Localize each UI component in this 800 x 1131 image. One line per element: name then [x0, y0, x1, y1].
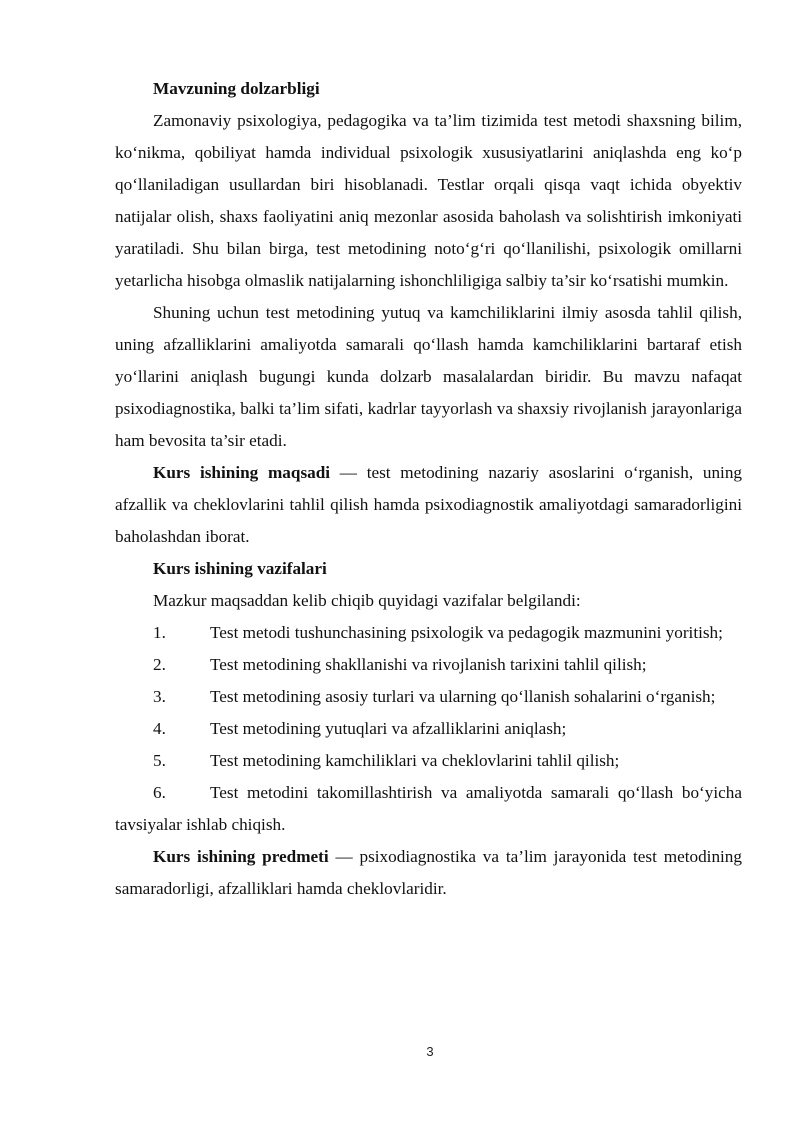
- list-item-text: Test metodining kamchiliklari va cheklovlarini tahlil qilish;: [210, 751, 620, 770]
- list-item-number: 6.: [153, 783, 166, 802]
- list-item-text: Test metodini takomillashtirish va amaliyotda samarali qo‘llash bo‘yicha tavsiyalar ishlab chiqish.: [115, 783, 742, 834]
- tasks-intro: Mazkur maqsaddan kelib chiqib quyidagi vazifalar belgilandi:: [153, 591, 581, 610]
- list-item-number: 5.: [153, 751, 166, 770]
- list-item-text: Test metodi tushunchasining psixologik va pedagogik mazmunini yoritish;: [210, 623, 723, 642]
- goal-text: — test metodining nazariy asoslarini o‘rganish, uning afzallik va cheklovlarini tahlil qilish hamda psixodiagnostik amaliyotdagi samaradorligini baholashdan iborat.: [115, 463, 743, 546]
- goal-label: Kurs ishining maqsadi: [153, 463, 331, 482]
- paragraph-relevance-2: Shuning uchun test metodining yutuq va kamchiliklarini ilmiy asosda tahlil qilish, uning afzalliklarini amaliyotda samarali qo‘llash hamda kamchiliklarini bartaraf etish yo‘llarini aniqlash bugungi kunda dolzarb masalalardan biridir. Bu mavzu nafaqat psixodiagnostika, balki ta’lim sifati, kadrlar tayyorlash va shaxsiy rivojlanish jarayonlariga ham bevosita ta’sir etadi.: [115, 303, 742, 450]
- subject-text: — psixodiagnostika va ta’lim jarayonida test metodining samaradorligi, afzalliklari hamda cheklovlaridir.: [115, 847, 742, 898]
- list-item-number: 2.: [153, 655, 166, 674]
- goal-paragraph: [115, 457, 742, 553]
- subject-paragraph: [115, 841, 742, 905]
- tasks-title: Kurs ishining vazifalari: [153, 559, 327, 578]
- tasks-list: [115, 617, 742, 841]
- list-item: [115, 649, 742, 681]
- list-item-number: 4.: [153, 719, 166, 738]
- list-item-text: Test metodining asosiy turlari va ularning qo‘llanish sohalarini o‘rganish;: [210, 687, 716, 706]
- page-number: 3: [426, 1044, 434, 1059]
- section-title: Mavzuning dolzarbligi: [153, 79, 320, 98]
- list-item: [115, 617, 742, 649]
- paragraph-relevance-1: Zamonaviy psixologiya, pedagogika va ta’lim tizimida test metodi shaxsning bilim, ko‘nikma, qobiliyat hamda individual psixologik xususiyatlarini aniqlashda eng ko‘p qo‘llaniladigan usullardan biri hisoblanadi. Testlar orqali qisqa vaqt ichida obyektiv natijalar olish, shaxs faoliyatini aniq mezonlar asosida baholash va solishtirish imkoniyati yaratiladi. Shu bilan birga, test metodining noto‘g‘ri qo‘llanilishi, psixologik omillarni yetarlicha hisobga olmaslik natijalarning ishonchliligiga salbiy ta’sir ko‘rsatishi mumkin.: [115, 111, 742, 290]
- list-item-text: Test metodining shakllanishi va rivojlanish tarixini tahlil qilish;: [210, 655, 647, 674]
- list-item-number: 1.: [153, 623, 166, 642]
- subject-label: Kurs ishining predmeti: [153, 847, 329, 866]
- list-item: [115, 681, 742, 713]
- list-item: [115, 745, 742, 777]
- list-item-text: Test metodining yutuqlari va afzalliklarini aniqlash;: [210, 719, 567, 738]
- list-item-number: 3.: [153, 687, 166, 706]
- document-body: [115, 73, 742, 905]
- list-item: [115, 777, 742, 841]
- list-item: [115, 713, 742, 745]
